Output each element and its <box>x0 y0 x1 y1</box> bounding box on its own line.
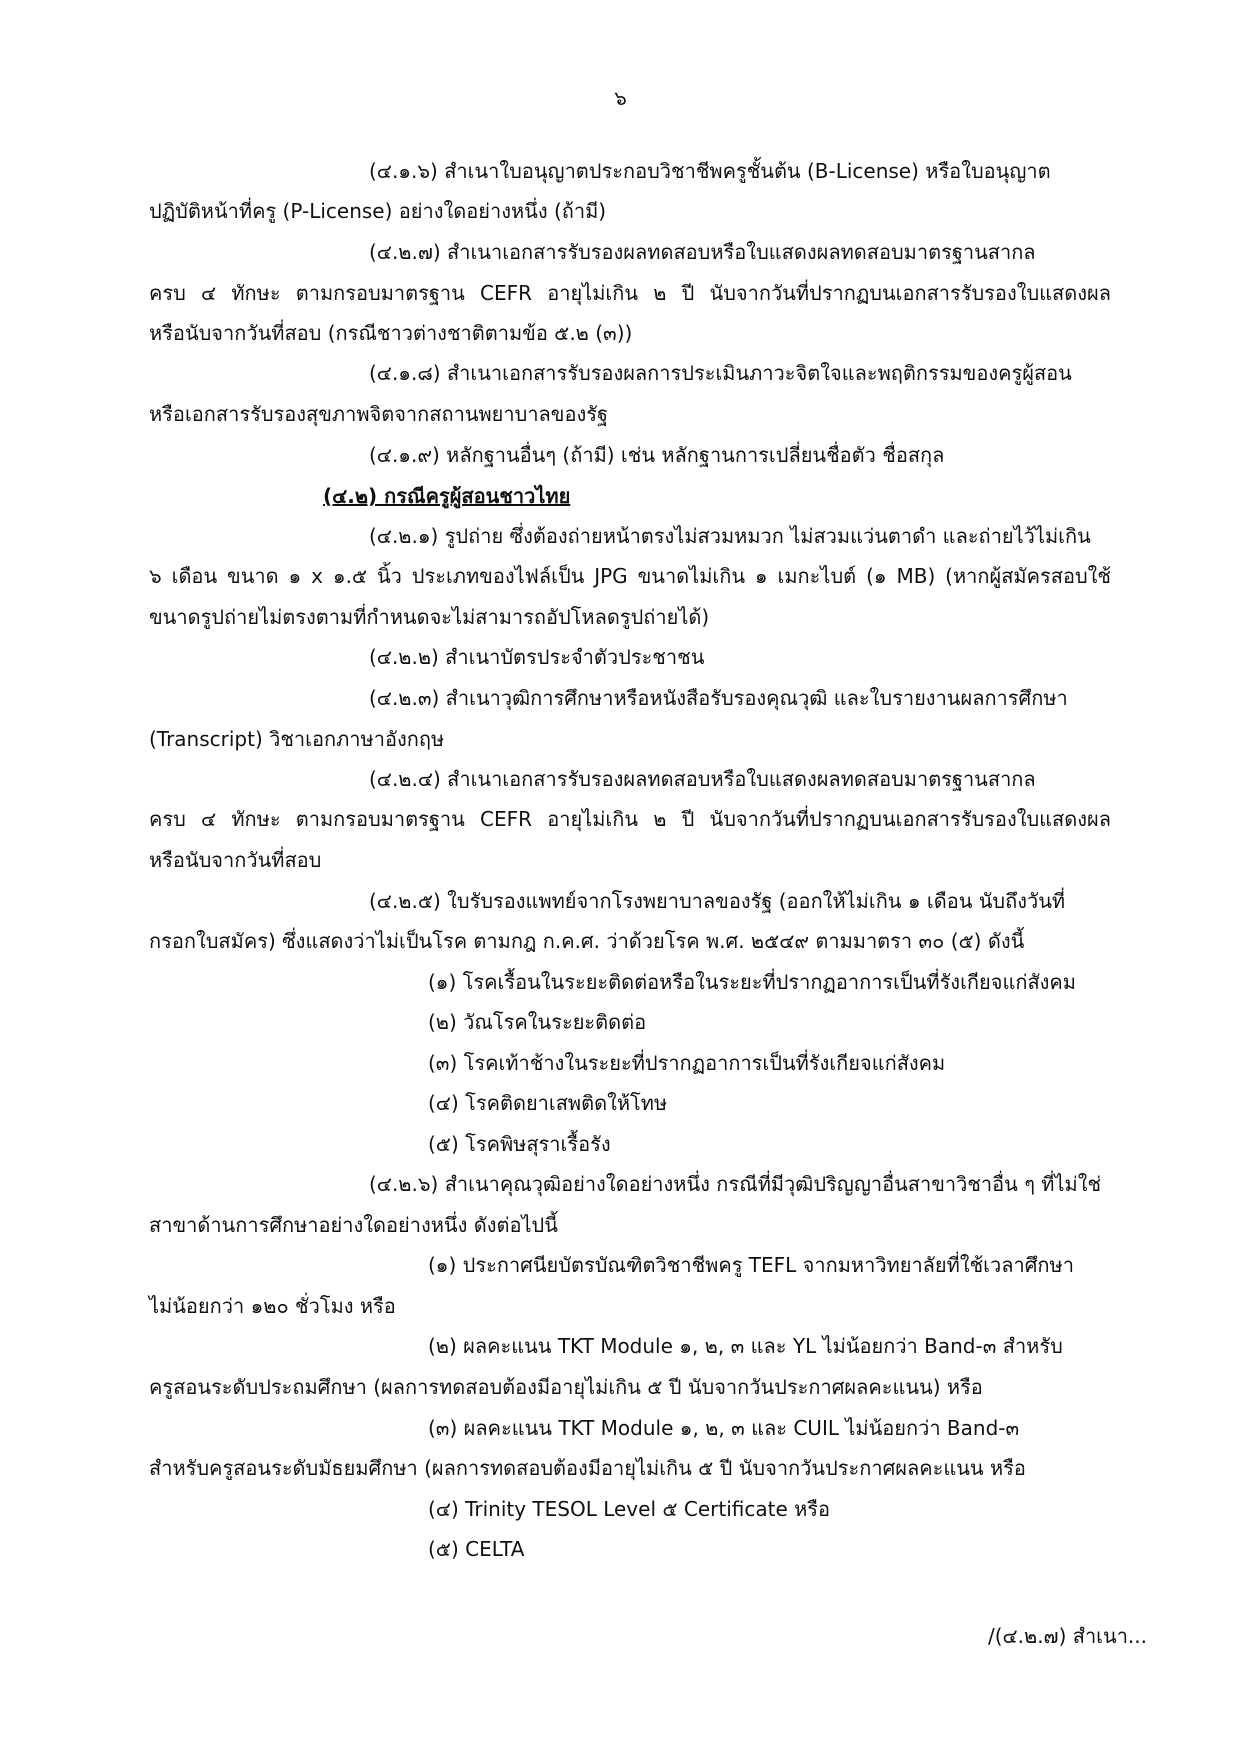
paragraph-line: (๔.๑.๙) หลักฐานอื่นๆ (ถ้ามี) เช่น หลักฐานการเปลี่ยนชื่อตัว ชื่อสกุล <box>369 443 945 467</box>
paragraph-line: ปฏิบัติหน้าที่ครู (P-License) อย่างใดอย่างหนึ่ง (ถ้ามี) <box>149 199 607 223</box>
list-item: (๑) ประกาศนียบัตรบัณฑิตวิชาชีพครู TEFL จากมหาวิทยาลัยที่ใช้เวลาศึกษา <box>428 1253 1074 1277</box>
paragraph-line: ขนาดรูปถ่ายไม่ตรงตามที่กำหนดจะไม่สามารถอัปโหลดรูปถ่ายได้) <box>149 605 710 629</box>
paragraph-line: ครูสอนระดับประถมศึกษา (ผลการทดสอบต้องมีอายุไม่เกิน ๕ ปี นับจากวันประกาศผลคะแนน) หรือ <box>149 1375 983 1399</box>
list-item: (๔) Trinity TESOL Level ๕ Certificate หรือ <box>428 1497 831 1521</box>
list-item: (๒) ผลคะแนน TKT Module ๑, ๒, ๓ และ YL ไม่น้อยกว่า Band-๓ สำหรับ <box>428 1334 1063 1358</box>
list-item: (๔) โรคติดยาเสพติดให้โทษ <box>428 1091 668 1115</box>
paragraph-line: (๔.๒.๕) ใบรับรองแพทย์จากโรงพยาบาลของรัฐ (ออกให้ไม่เกิน ๑ เดือน นับถึงวันที่ <box>369 889 1066 913</box>
paragraph-line: (๔.๒.๓) สำเนาวุฒิการศึกษาหรือหนังสือรับรองคุณวุฒิ และใบรายงานผลการศึกษา <box>369 686 1068 710</box>
list-item: (๓) ผลคะแนน TKT Module ๑, ๒, ๓ และ CUIL ไม่น้อยกว่า Band-๓ <box>428 1416 1020 1440</box>
paragraph-line: (๔.๒.๒) สำเนาบัตรประจำตัวประชาชน <box>369 645 705 669</box>
paragraph-line: (๔.๑.๖) สำเนาใบอนุญาตประกอบวิชาชีพครูชั้นต้น (B-License) หรือใบอนุญาต <box>369 159 1051 183</box>
paragraph-line: (๔.๒.๖) สำเนาคุณวุฒิอย่างใดอย่างหนึ่ง กรณีที่มีวุฒิปริญญาอื่นสาขาวิชาอื่น ๆ ที่ไม่ใช่ <box>369 1172 1102 1196</box>
paragraph-line: (Transcript) วิชาเอกภาษาอังกฤษ <box>149 727 445 751</box>
page-number: ๖ <box>614 86 627 110</box>
paragraph-line: (๔.๑.๘) สำเนาเอกสารรับรองผลการประเมินภาวะจิตใจและพฤติกรรมของครูผู้สอน <box>369 361 1072 385</box>
list-item: (๕) โรคพิษสุราเรื้อรัง <box>428 1132 611 1156</box>
paragraph-line: หรือนับจากวันที่สอบ <box>149 848 322 872</box>
list-item: (๕) CELTA <box>428 1537 525 1561</box>
list-item: (๒) วัณโรคในระยะติดต่อ <box>428 1010 647 1034</box>
list-item: (๑) โรคเรื้อนในระยะติดต่อหรือในระยะที่ปรากฏอาการเป็นที่รังเกียจแก่สังคม <box>428 970 1076 994</box>
paragraph-line: กรอกใบสมัคร) ซึ่งแสดงว่าไม่เป็นโรค ตามกฎ ก.ค.ศ. ว่าด้วยโรค พ.ศ. ๒๕๔๙ ตามมาตรา ๓๐ (๕) ดังนี้ <box>149 929 1025 953</box>
paragraph-line: (๔.๒.๔) สำเนาเอกสารรับรองผลทดสอบหรือใบแสดงผลทดสอบมาตรฐานสากล <box>369 767 1036 791</box>
paragraph-line: ครบ ๔ ทักษะ ตามกรอบมาตรฐาน CEFR อายุไม่เกิน ๒ ปี นับจากวันที่ปรากฏบนเอกสารรับรองใบแสดงผล <box>149 807 1111 831</box>
paragraph-line: (๔.๒.๑) รูปถ่าย ซึ่งต้องถ่ายหน้าตรงไม่สวมหมวก ไม่สวมแว่นตาดำ และถ่ายไว้ไม่เกิน <box>369 524 1091 548</box>
paragraph-line: สำหรับครูสอนระดับมัธยมศึกษา (ผลการทดสอบต้องมีอายุไม่เกิน ๕ ปี นับจากวันประกาศผลคะแนน หรือ <box>149 1456 1026 1480</box>
paragraph-line: หรือเอกสารรับรองสุขภาพจิตจากสถานพยาบาลของรัฐ <box>149 402 609 426</box>
paragraph-line: ครบ ๔ ทักษะ ตามกรอบมาตรฐาน CEFR อายุไม่เกิน ๒ ปี นับจากวันที่ปรากฏบนเอกสารรับรองใบแสดงผล <box>149 281 1111 305</box>
paragraph-line: หรือนับจากวันที่สอบ (กรณีชาวต่างชาติตามข้อ ๕.๒ (๓)) <box>149 321 633 345</box>
list-item: (๓) โรคเท้าช้างในระยะที่ปรากฏอาการเป็นที่รังเกียจแก่สังคม <box>428 1051 946 1075</box>
paragraph-line: สาขาด้านการศึกษาอย่างใดอย่างหนึ่ง ดังต่อไปนี้ <box>149 1213 558 1237</box>
paragraph-line: (๔.๒.๗) สำเนาเอกสารรับรองผลทดสอบหรือใบแสดงผลทดสอบมาตรฐานสากล <box>369 240 1036 264</box>
paragraph-line: ๖ เดือน ขนาด ๑ x ๑.๕ นิ้ว ประเภทของไฟล์เป็น JPG ขนาดไม่เกิน ๑ เมกะไบต์ (๑ MB) (หากผู้สมัครสอบใช้ <box>149 564 1111 588</box>
paragraph-line: ไม่น้อยกว่า ๑๒๐ ชั่วโมง หรือ <box>149 1294 396 1318</box>
section-heading: (๔.๒) กรณีครูผู้สอนชาวไทย <box>323 484 571 508</box>
continuation-note: /(๔.๒.๗) สำเนา... <box>987 1624 1147 1648</box>
